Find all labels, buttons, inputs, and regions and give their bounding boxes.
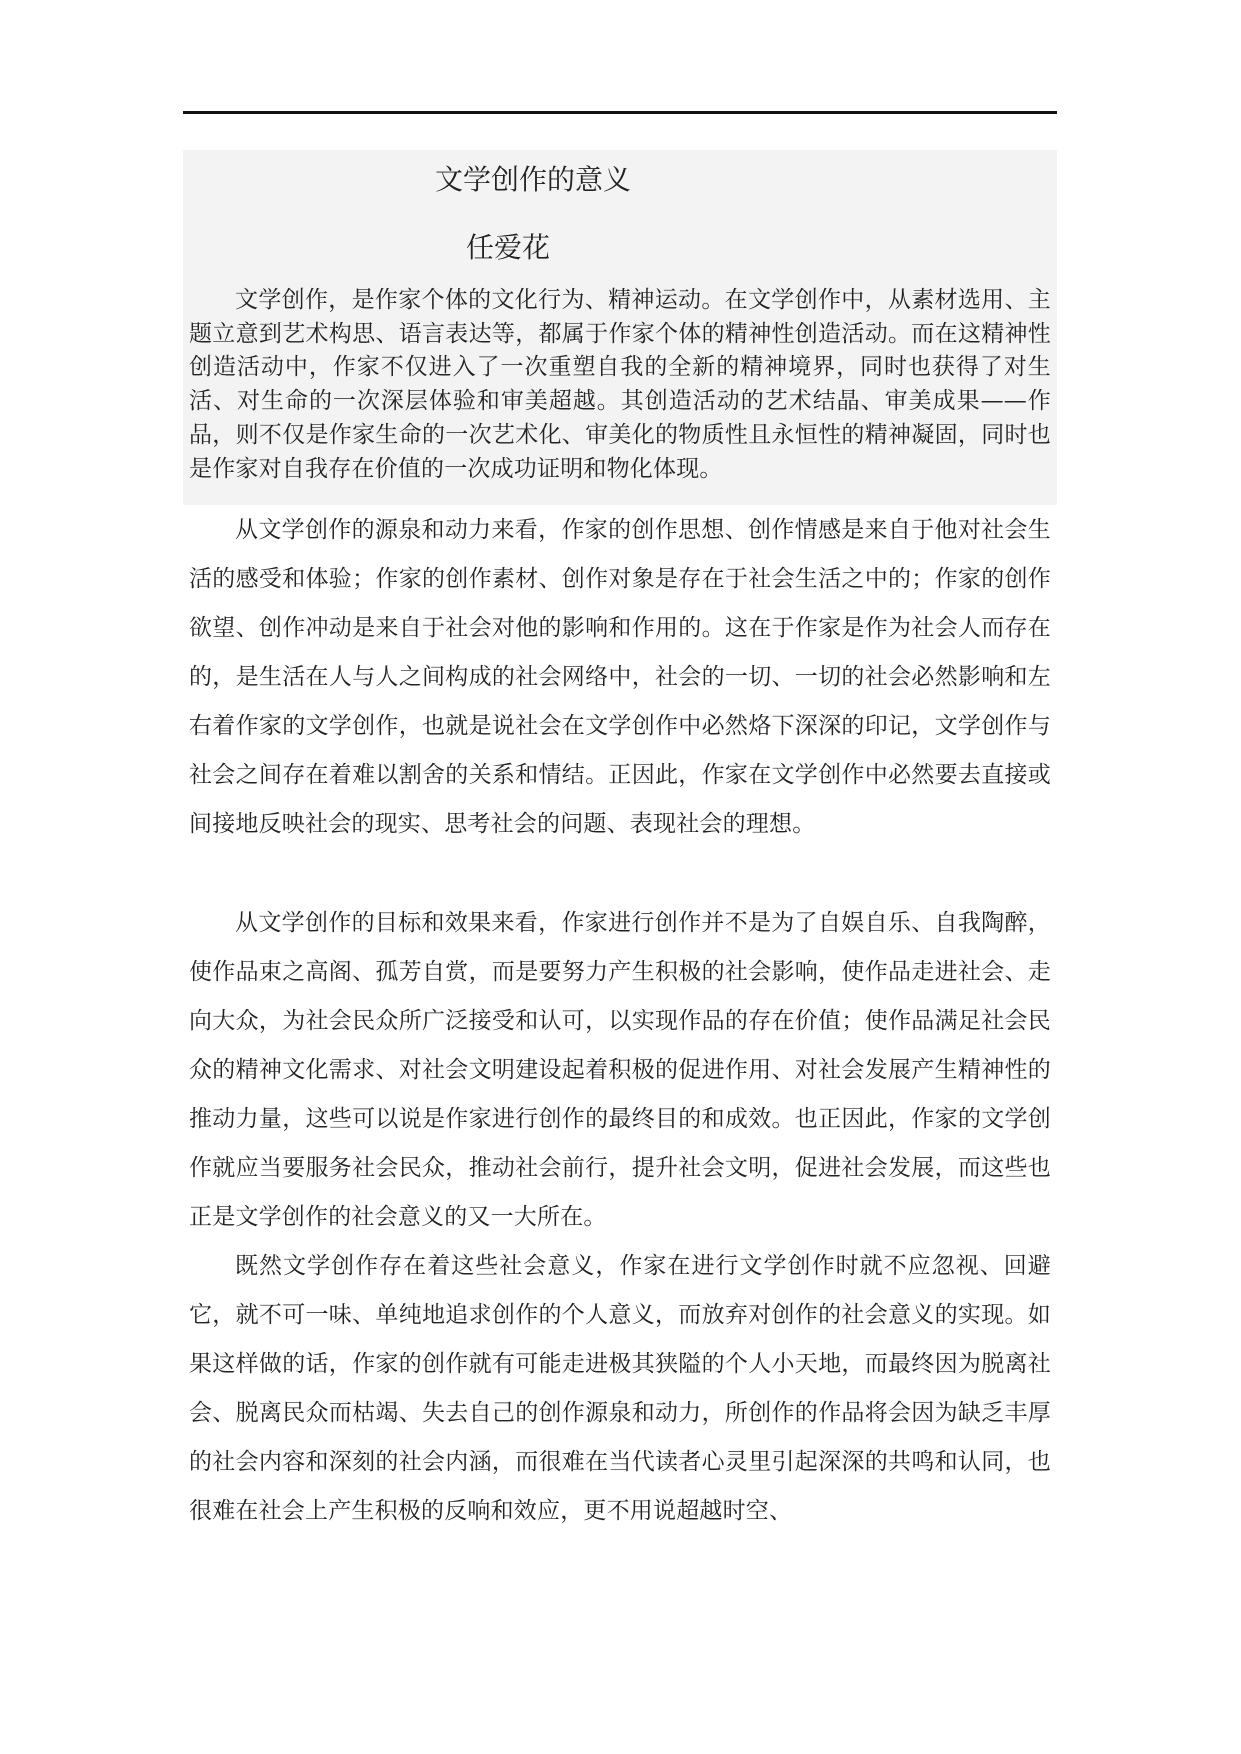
paragraph: 从文学创作的目标和效果来看，作家进行创作并不是为了自娱自乐、自我陶醉，使作品束之高阁、孤芳自赏，而是要努力产生积极的社会影响，使作品走进社会、走向大众，为社会民众所广泛接受和认可，以实现作品的存在价值；使作品满足社会民众的精神文化需求、对社会文明建设起着积极的促进作用、对社会发展产生精神性的推动力量，这些可以说是作家进行创作的最终目的和成效。也正因此，作家的文学创作就应当要服务社会民众，推动社会前行，提升社会文明，促进社会发展，而这些也正是文学创作的社会意义的又一大所在。 — [189, 910, 1051, 1230]
document-title: 文学创作的意义 — [435, 163, 632, 196]
paragraph: 从文学创作的源泉和动力来看，作家的创作思想、创作情感是来自于他对社会生活的感受和体验；作家的创作素材、创作对象是存在于社会生活之中的；作家的创作欲望、创作冲动是来自于社会对他的影响和作用的。这在于作家是作为社会人而存在的，是生活在人与人之间构成的社会网络中，社会的一切、一切的社会必然影响和左右着作家的文学创作，也就是说社会在文学创作中必然烙下深深的印记，文学创作与社会之间存在着难以割舍的关系和情结。正因此，作家在文学创作中必然要去直接或间接地反映社会的现实、思考社会的问题、表现社会的理想。 — [189, 517, 1051, 837]
author-name: 任爱花 — [466, 231, 551, 264]
paragraph: 文学创作，是作家个体的文化行为、精神运动。在文学创作中，从素材选用、主题立意到艺术构思、语言表达等，都属于作家个体的精神性创造活动。而在这精神性创造活动中，作家不仅进入了一次重塑自我的全新的精神境界，同时也获得了对生活、对生命的一次深层体验和审美超越。其创造活动的艺术结晶、审美成果——作品，则不仅是作家生命的一次艺术化、审美化的物质性且永恒性的精神凝固，同时也是作家对自我存在价值的一次成功证明和物化体现。 — [189, 287, 1051, 482]
header-rule — [183, 111, 1057, 114]
paragraph: 既然文学创作存在着这些社会意义，作家在进行文学创作时就不应忽视、回避它，就不可一味、单纯地追求创作的个人意义，而放弃对创作的社会意义的实现。如果这样做的话，作家的创作就有可能走进极其狭隘的个人小天地，而最终因为脱离社会、脱离民众而枯竭、失去自己的创作源泉和动力，所创作的作品将会因为缺乏丰厚的社会内容和深刻的社会内涵，而很难在当代读者心灵里引起深深的共鸣和认同，也很难在社会上产生积极的反响和效应，更不用说超越时空、 — [189, 1253, 1051, 1524]
